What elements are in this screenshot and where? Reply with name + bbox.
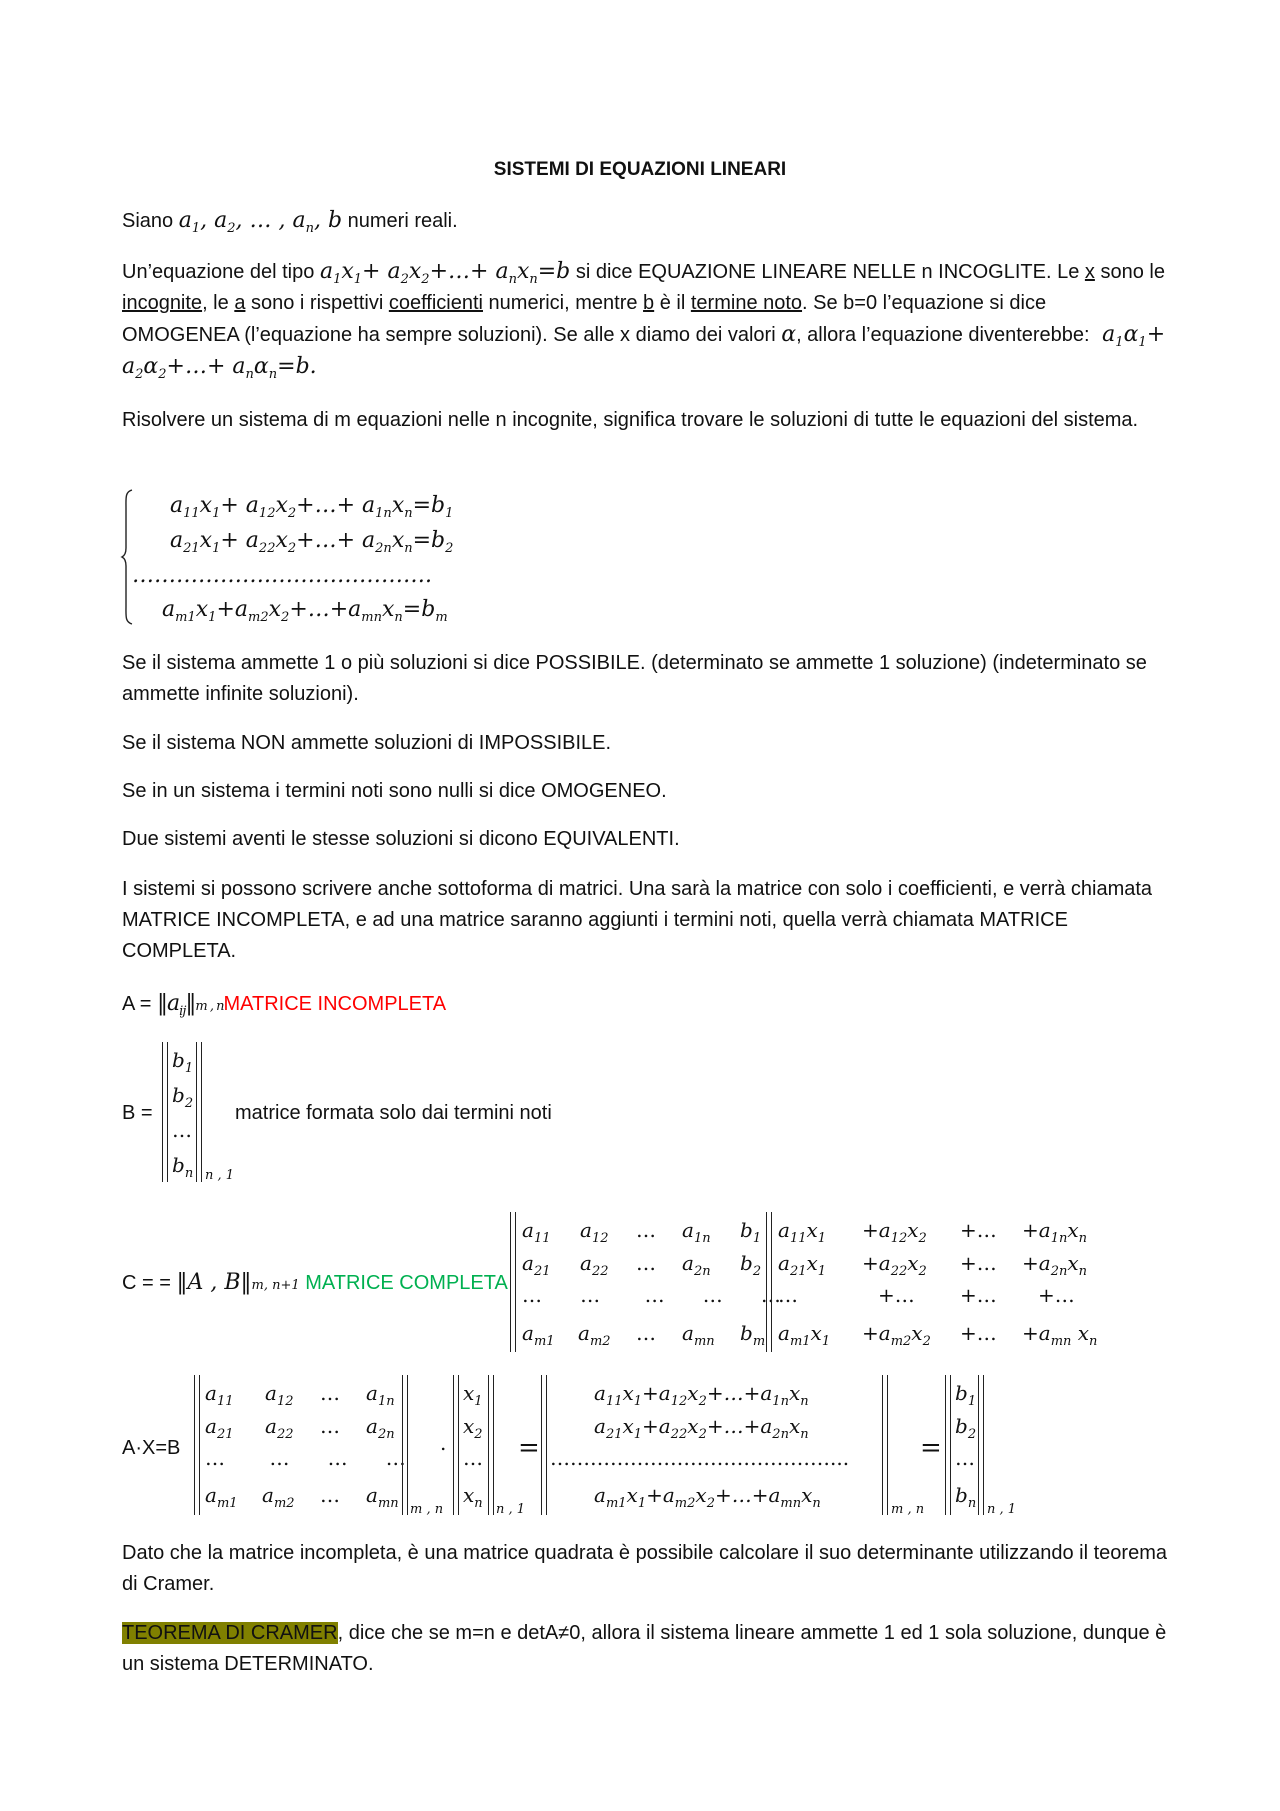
- system-dots: ……………….………………….: [132, 563, 432, 588]
- paragraph-determinante: Dato che la matrice incompleta, è una matrice quadrata è possibile calcolare il suo determinante utilizzando il teorema di Cramer.: [122, 1542, 1167, 1595]
- document-page: SISTEMI DI EQUAZIONI LINEARI Siano $a_1$, $a_2$, … , $a_n$, b numeri reali. Un’equazione del tipo $a_1x_1+$ $a_2x_2+\dots+ a_nx_n=b$ si dice EQUAZIONE LINEARE NELLE n INCOGLITE. Le x sono le incognite, le a sono i rispettivi coefficienti numerici, mentre b è il termine noto. Se b=0 l’equazione si dice OMOGENEA (l’equazione ha sempre soluzioni). Se alle x diamo dei valori α, allora l’equazione diventerebbe: $a_1\alpha_1+$ $a_2\alpha_2+\dots+ a_n\alpha_n=b$. Risolvere un sistema di m equazioni nelle n incognite, significa trovare le soluzioni di tutte le equazioni del sistema. $a_{11}x_1+$ $a_{12}x_2+\dots+ a_{1n}x_n=b_1$ $a_{21}x_1+$ $a_{22}x_2+\dots+ a_{2n}x_n=b_2$ ……………….…………………. $a_{m1}x_1+a_{m2}x_2+\dots+a_{mn}x_n=b_m$ Se il sistema ammette 1 o più soluzioni si dice POSSIBILE. (determinato se ammette 1 soluzione) (indeterminato se ammette infinite soluzioni). Se il sistema NON ammette soluzioni di IMPOSSIBILE. Se in un sistema i termini noti sono nulli si dice OMOGENEO. Due sistemi aventi le stesse soluzioni si dicono EQUIVALENTI. I sistemi si possono scrivere anche sottoforma di matrici. Una sarà la matrice con solo i coefficienti, e verrà chiamata MATRICE INCOMPLETA, e ad una matrice saranno aggiunti i termini noti, quella verrà chiamata MATRICE COMPLETA. $A = ‖a_{ij}‖m$ , nMATRICE INCOMPLETA B = $b_1$ $b_2$ … $b_n$ n , 1 matrice formata solo dai termini noti C = = ‖A , B‖m, n+1 MATRICE COMPLETA $a_{11}$ $a_{12}$ … $a_{1n}$ $b_1$ $a_{21}$ $a_{22}$ … $a_{2n}$ $b_2$ … … … … … $a_{m1}$ $a_{m2}$ … $a_{mn}$ $b_m$ $a_{11}x_1$ $+a_{12}x_2$ +… $+a_{1n}x_n$ $a_{21}x_1$ $+a_{22}x_2$ +… $+a_{2n}x_n$ … +… +… +… $a_{m1}x_1$ $+a_{m2}x_2$ +… $+a_{mn}$ $x_n$ A·X=B $a_{11}$ $a_{12}$ … $a_{1n}$ $a_{21}$ $a_{22}$ … $a_{2n}$ … … … … $a_{m1}$ $a_{m2}$ … $a_{mn}$ m , n . $x_1$ $x_2$ … $x_n$ n , 1 = $a_{11}x_1+a_{12}x_2+\dots+a_{1n}x_n$ $a_{21}x_1+a_{22}x_2+\dots+a_{2n}x_n$ ……………………………………... $a_{m1}x_1+a_{m2}x_2+\dots+a_{mn}x_n$ m , n = $b_1$ $b_2$ … $b_n$ n , 1 Dato che la matrice incompleta, è una matrice quadrata è possibile calcolare il suo determinante utilizzando il teorema di Cramer. TEOREMA DI CRAMER, dice che se m=n e detA≠0, allora il sistema lineare ammette 1 ed 1 sola soluzione, dunque è un sistema DETERMINATO.: [0, 0, 1280, 1811]
- page-title: SISTEMI DI EQUAZIONI LINEARI: [493, 159, 787, 180]
- system-brace: [120, 488, 136, 626]
- system-row-2: $a_{21}x_1+$ $a_{22}x_2+\dots+ a_{2n}x_n=b_2$: [170, 528, 454, 556]
- paragraph-equivalenti: Due sistemi aventi le stesse soluzioni si dicono EQUIVALENTI.: [122, 828, 680, 850]
- label-matrice-completa: MATRICE COMPLETA: [305, 1272, 508, 1294]
- paragraph-omogeneo: Se in un sistema i termini noti sono nulli si dice OMOGENEO.: [122, 780, 667, 802]
- paragraph-equazione-lineare: Un’equazione del tipo $a_1x_1+$ $a_2x_2+\dots+ a_nx_n=b$ si dice EQUAZIONE LINEARE NELLE n INCOGLITE. Le x sono le incognite, le a sono i rispettivi coefficienti numerici, mentre b è il termine noto. Se b=0 l’equazione si dice OMOGENEA (l’equazione ha sempre soluzioni). Se alle x diamo dei valori α, allora l’equazione diventerebbe: $a_1\alpha_1+$ $a_2\alpha_2+\dots+ a_n\alpha_n=b$.: [122, 259, 1166, 382]
- system-row-1: $a_{11}x_1+$ $a_{12}x_2+\dots+ a_{1n}x_n=b_1$: [170, 493, 454, 521]
- system-row-m: $a_{m1}x_1+a_{m2}x_2+\dots+a_{mn}x_n=b_m$: [162, 597, 448, 625]
- paragraph-matrici: I sistemi si possono scrivere anche sottoforma di matrici. Una sarà la matrice con solo i coefficienti, e verrà chiamata MATRICE INCOMPLETA, e ad una matrice saranno aggiunti i termini noti, quella verrà chiamata MATRICE COMPLETA.: [122, 878, 1153, 962]
- label-matrice-incompleta: MATRICE INCOMPLETA: [223, 993, 447, 1015]
- paragraph-impossibile: Se il sistema NON ammette soluzioni di IMPOSSIBILE.: [122, 732, 612, 754]
- paragraph-risolvere: Risolvere un sistema di m equazioni nelle n incognite, significa trovare le soluzioni di tutte le equazioni del sistema.: [122, 409, 1139, 431]
- paragraph-cramer: TEOREMA DI CRAMER, dice che se m=n e detA≠0, allora il sistema lineare ammette 1 ed 1 sola soluzione, dunque è un sistema DETERMINATO.: [122, 1622, 1167, 1675]
- paragraph-possibile: Se il sistema ammette 1 o più soluzioni si dice POSSIBILE. (determinato se ammette 1 soluzione) (indeterminato se ammette infinite soluzioni).: [122, 652, 1147, 705]
- definition-a: $A = ‖a_{ij}‖m$ , nMATRICE INCOMPLETA: [122, 991, 447, 1019]
- highlight-teorema-cramer: TEOREMA DI CRAMER: [122, 1622, 338, 1644]
- paragraph-siano: Siano $a_1$, $a_2$, … , $a_n$, b numeri reali.: [122, 208, 458, 236]
